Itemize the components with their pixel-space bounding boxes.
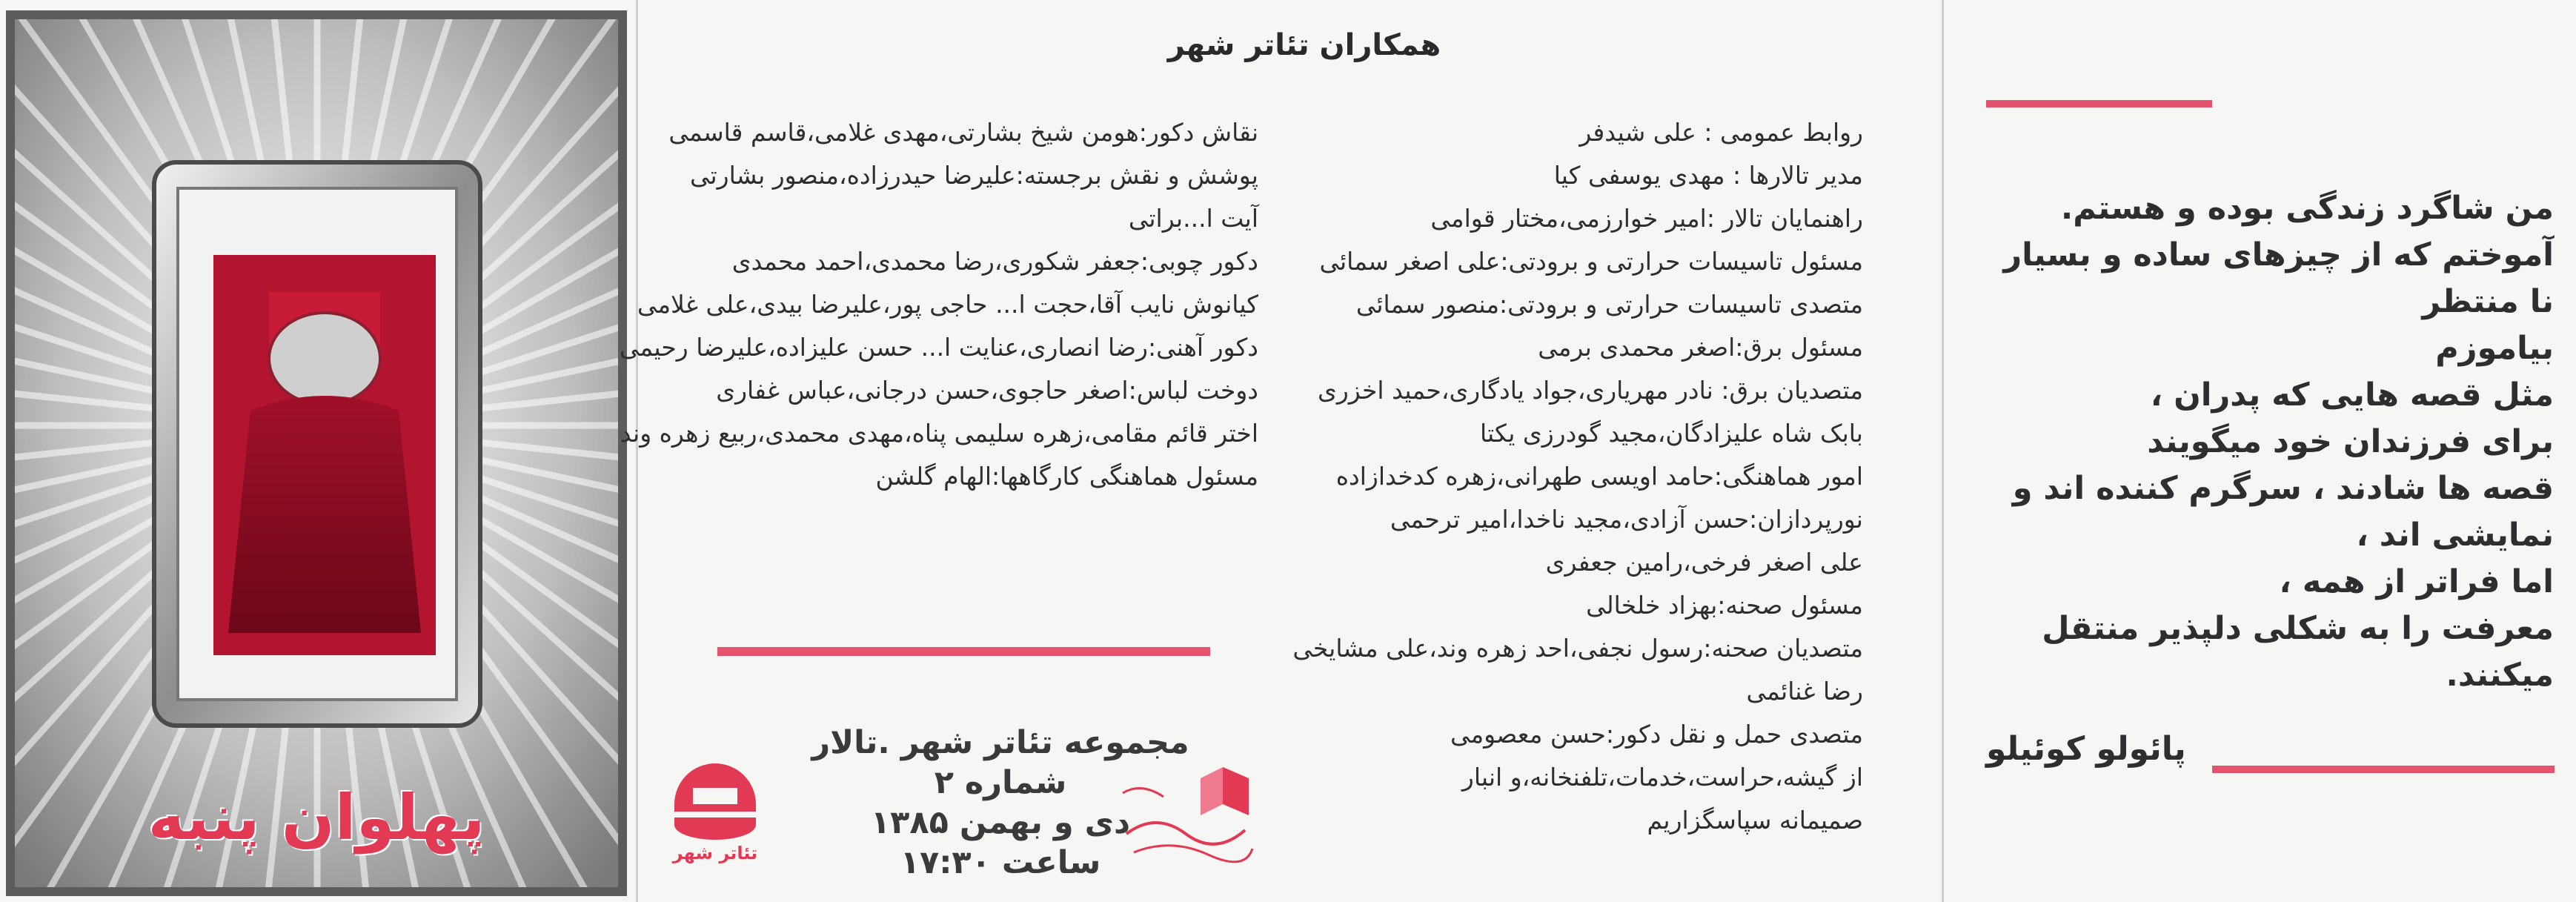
credit-line: دوخت لباس:اصغر حاجوی،حسن درجانی،عباس غفاری xyxy=(716,376,1258,405)
venue-date: دی و بهمن ۱۳۸۵ xyxy=(870,804,1131,841)
quote-line: اما فراتر از همه ، xyxy=(2279,563,2554,600)
quote-line: قصه ها شادند ، سرگرم کننده اند و نمایشی اند ، xyxy=(2012,470,2554,554)
credit-line: نورپردازان:حسن آزادی،مجید ناخدا،امیر ترحمی xyxy=(1390,505,1863,534)
credit-line: متصدی تاسیسات حرارتی و برودتی:منصور سمائی xyxy=(1355,290,1863,319)
quote-line: برای فرزندان خود میگویند xyxy=(2147,423,2554,460)
venue-time: ساعت ۱۷:۳۰ xyxy=(900,844,1101,881)
city-theatre-logo xyxy=(667,760,763,863)
credit-line: مسئول تاسیسات حرارتی و برودتی:علی اصغر سمائی xyxy=(1319,247,1863,276)
credit-line: آیت ا...براتی xyxy=(1128,204,1258,233)
credit-line: راهنمایان تالار :امیر خوارزمی،مختار قوامی xyxy=(1430,204,1863,233)
credit-line: پوشش و نقش برجسته:علیرضا حیدرزاده،منصور بشارتی xyxy=(689,161,1258,190)
credit-line: متصدی حمل و نقل دکور:حسن معصومی xyxy=(1450,720,1863,749)
credit-line: رضا غنائمی xyxy=(1746,677,1863,706)
credit-line: مدیر تالارها : مهدی یوسفی کیا xyxy=(1553,161,1863,190)
credits-column-left xyxy=(620,111,1258,498)
credit-line: اختر قائم مقامی،زهره سلیمی پناه،مهدی محمدی،ربیع زهره وند xyxy=(620,419,1258,448)
quote-line: مثل قصه هایی که پدران ، xyxy=(2150,377,2554,414)
theatre-logo-label: تئاتر شهر xyxy=(672,843,758,863)
credit-line: مسئول هماهنگی کارگاهها:الهام گلشن xyxy=(875,462,1258,491)
quote-text xyxy=(1991,185,2554,699)
panel-divider-right xyxy=(1942,0,1944,902)
credit-line: مسئول صحنه:بهزاد خلخالی xyxy=(1586,591,1863,620)
quote-line: من شاگرد زندگی بوده و هستم. xyxy=(2060,190,2554,227)
publisher-logo xyxy=(1112,760,1260,871)
quote-line: بیاموزم xyxy=(2435,330,2554,367)
quote-line: معرفت را به شکلی دلپذیر منتقل میکنند. xyxy=(2042,610,2554,694)
credit-line: نقاش دکور:هومن شیخ بشارتی،مهدی غلامی،قاسم قاسمی xyxy=(668,118,1258,147)
credits-heading: همکاران تئاتر شهر xyxy=(1167,28,1441,62)
poster-artwork xyxy=(6,10,627,896)
quote-line: آموختم که از چیزهای ساده و بسیار نا منتظر xyxy=(2003,236,2554,320)
quote-bottom-bar xyxy=(2212,766,2555,773)
book-logo-icon xyxy=(1112,760,1260,871)
credit-line: متصدیان برق: نادر مهریاری،جواد یادگاری،حمید اخزری xyxy=(1318,376,1863,405)
credits-column-right xyxy=(1292,111,1863,842)
credit-line: بابک شاه علیزادگان،مجید گودرزی یکتا xyxy=(1479,419,1863,448)
theatre-logo-icon xyxy=(667,760,763,841)
credit-line: کیانوش نایب آقا،حجت ا... حاجی پور،علیرضا بیدی،علی غلامی xyxy=(637,290,1258,319)
credit-line: امور هماهنگی:حامد اویسی طهرانی،زهره کدخدازاده xyxy=(1335,462,1863,491)
credit-line: متصدیان صحنه:رسول نجفی،احد زهره وند،علی مشایخی xyxy=(1292,634,1863,663)
venue-location: مجموعه تئاتر شهر .تالار شماره ۲ xyxy=(811,724,1189,801)
credit-line: صمیمانه سپاسگزاریم xyxy=(1647,806,1863,835)
credit-line: مسئول برق:اصغر محمدی برمی xyxy=(1538,333,1863,362)
poster-title: پهلوان پنبه xyxy=(147,781,485,854)
credit-line: دکور چوبی:جعفر شکوری،رضا محمدی،احمد محمدی xyxy=(731,247,1258,276)
credit-line: روابط عمومی : علی شیدفر xyxy=(1579,118,1863,147)
poster-panel xyxy=(6,10,627,896)
quote-top-bar xyxy=(1986,100,2212,107)
credit-line: دکور آهنی:رضا انصاری،عنایت ا... حسن علیزاده،علیرضا رحیمی xyxy=(619,333,1258,362)
divider-bar xyxy=(717,647,1210,656)
credit-line: از گیشه،حراست،خدمات،تلفنخانه،و انبار xyxy=(1461,763,1863,792)
credit-line: علی اصغر فرخی،رامین جعفری xyxy=(1545,548,1863,577)
quote-author: پائولو کوئیلو xyxy=(1986,730,2186,768)
